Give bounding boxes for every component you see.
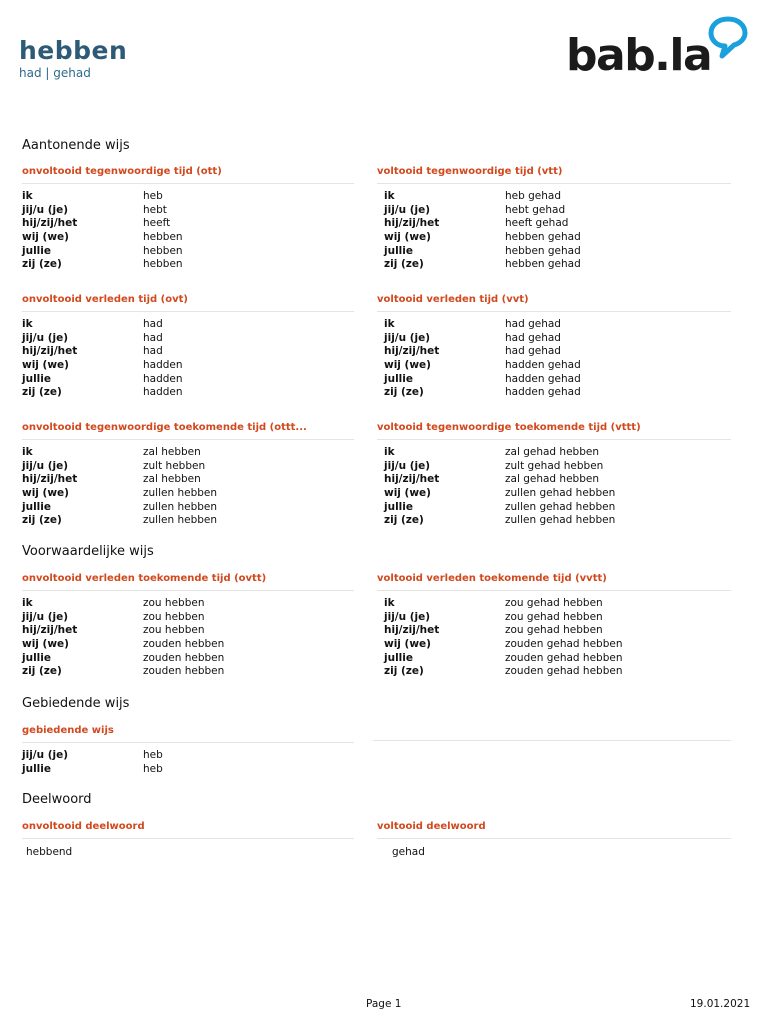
conjugation-row — [377, 217, 731, 231]
conjugation-row — [22, 446, 354, 460]
pronoun: ik — [384, 190, 395, 202]
pronoun: zij (ze) — [22, 665, 62, 678]
conjugation-row — [22, 373, 354, 387]
pronoun: jullie — [384, 500, 413, 513]
page-number: Page 1 — [366, 998, 402, 1010]
tense-title: onvoltooid deelwoord — [22, 820, 354, 839]
verb-form: zult hebben — [143, 459, 206, 472]
pronoun: zij (ze) — [384, 386, 424, 399]
pronoun: hij/zij/het — [384, 473, 440, 486]
tense-block-vvtt — [377, 572, 731, 679]
verb-form: zouden gehad hebben — [505, 651, 623, 664]
conjugation-row — [22, 332, 354, 346]
conjugation-row — [22, 217, 354, 231]
pronoun: hij/zij/het — [384, 624, 440, 637]
verb-form: hadden gehad — [505, 359, 581, 372]
conjugation-rows — [22, 190, 354, 272]
verb-form: zullen gehad hebben — [505, 514, 616, 527]
pronoun: zij (ze) — [22, 258, 62, 271]
conjugation-row — [22, 597, 354, 611]
babla-logo — [566, 16, 752, 82]
verb-form: heb — [143, 749, 163, 761]
pronoun: jullie — [384, 372, 413, 385]
verb-form: had gehad — [505, 318, 561, 330]
verb-form: hadden — [143, 372, 183, 385]
verb-form: zouden gehad hebben — [505, 665, 623, 678]
conjugation-row — [22, 624, 354, 638]
verb-form: had gehad — [505, 345, 561, 358]
conjugation-row — [22, 611, 354, 625]
pronoun: wij (we) — [22, 638, 69, 651]
pronoun: hij/zij/het — [22, 473, 78, 486]
verb-form: zal gehad hebben — [505, 446, 599, 458]
verb-form: zou gehad hebben — [505, 624, 603, 637]
pronoun: jullie — [22, 372, 51, 385]
tense-block-ottt — [22, 421, 354, 528]
tense-title: onvoltooid verleden tijd (ovt) — [22, 293, 354, 312]
pronoun: jij/u (je) — [22, 203, 69, 216]
conjugation-row — [377, 611, 731, 625]
pronoun: ik — [384, 597, 395, 609]
verb-form: zullen gehad hebben — [505, 487, 616, 500]
pronoun: jullie — [384, 651, 413, 664]
pronoun: wij (we) — [384, 359, 431, 372]
pronoun: zij (ze) — [384, 258, 424, 271]
pronoun: wij (we) — [22, 231, 69, 244]
pronoun: hij/zij/het — [22, 217, 78, 230]
pronoun: hij/zij/het — [384, 217, 440, 230]
verb-header — [19, 36, 127, 80]
verb-form: hebt — [143, 203, 167, 216]
tense-title: voltooid deelwoord — [377, 820, 731, 839]
conjugation-rows — [377, 597, 731, 679]
mood-heading-deelwoord: Deelwoord — [22, 792, 92, 807]
pronoun: zij (ze) — [384, 514, 424, 527]
conjugation-row — [22, 749, 354, 763]
pronoun: wij (we) — [384, 487, 431, 500]
conjugation-row — [377, 665, 731, 679]
verb-form: zou hebben — [143, 610, 205, 623]
verb-form: heb — [143, 762, 163, 775]
pronoun: ik — [22, 446, 33, 458]
participle-form: gehad — [392, 846, 425, 858]
pronoun: jij/u (je) — [384, 203, 431, 216]
conjugation-row — [377, 386, 731, 400]
verb-form: zullen hebben — [143, 500, 218, 513]
verb-form: zou hebben — [143, 597, 205, 609]
conjugation-row — [22, 460, 354, 474]
conjugation-row — [377, 332, 731, 346]
conjugation-row — [22, 345, 354, 359]
conjugation-row — [377, 597, 731, 611]
verb-form: hebben — [143, 244, 183, 257]
tense-block-ott — [22, 165, 354, 272]
participle-block-present — [22, 820, 354, 858]
tense-block-vvt — [377, 293, 731, 400]
verb-form: had — [143, 345, 163, 358]
pronoun: zij (ze) — [384, 665, 424, 678]
pronoun: jij/u (je) — [384, 459, 431, 472]
tense-title: voltooid verleden tijd (vvt) — [377, 293, 731, 312]
tense-title: gebiedende wijs — [22, 724, 354, 743]
verb-form: hebben gehad — [505, 258, 581, 271]
pronoun: wij (we) — [384, 638, 431, 651]
conjugation-row — [377, 446, 731, 460]
verb-form: heeft — [143, 217, 171, 230]
tense-block-imperative — [22, 724, 354, 776]
conjugation-row — [377, 204, 731, 218]
verb-form: had — [143, 318, 163, 330]
verb-form: zouden gehad hebben — [505, 638, 623, 651]
tense-title: voltooid verleden toekomende tijd (vvtt) — [377, 572, 731, 591]
verb-form: zullen hebben — [143, 487, 218, 500]
conjugation-row — [22, 386, 354, 400]
pronoun: wij (we) — [22, 359, 69, 372]
tense-block-vttt — [377, 421, 731, 528]
tense-title: voltooid tegenwoordige tijd (vtt) — [377, 165, 731, 184]
pronoun: jullie — [22, 762, 51, 775]
verb-form: zullen gehad hebben — [505, 500, 616, 513]
verb-form: hebt gehad — [505, 203, 566, 216]
divider — [373, 740, 731, 741]
pronoun: ik — [22, 190, 33, 202]
verb-form: zal gehad hebben — [505, 473, 599, 486]
conjugation-row — [377, 359, 731, 373]
conjugation-row — [22, 258, 354, 272]
tense-block-vtt — [377, 165, 731, 272]
verb-form: heeft gehad — [505, 217, 569, 230]
verb-form: had — [143, 331, 163, 344]
pronoun: wij (we) — [384, 231, 431, 244]
conjugation-row — [377, 318, 731, 332]
verb-form: zal hebben — [143, 473, 201, 486]
verb-form: hadden — [143, 359, 183, 372]
verb-form: hadden gehad — [505, 372, 581, 385]
verb-form: zou gehad hebben — [505, 597, 603, 609]
pronoun: ik — [384, 318, 395, 330]
verb-form: hebben gehad — [505, 244, 581, 257]
verb-form: heb gehad — [505, 190, 561, 202]
conjugation-row — [377, 245, 731, 259]
conjugation-row — [22, 763, 354, 777]
conjugation-row — [377, 487, 731, 501]
conjugation-row — [377, 501, 731, 515]
tense-title: onvoltooid verleden toekomende tijd (ovtt) — [22, 572, 354, 591]
verb-form: hadden — [143, 386, 183, 399]
tense-title: voltooid tegenwoordige toekomende tijd (vttt) — [377, 421, 731, 440]
conjugation-row — [377, 190, 731, 204]
verb-form: hadden gehad — [505, 386, 581, 399]
conjugation-row — [22, 473, 354, 487]
pronoun: hij/zij/het — [22, 345, 78, 358]
verb-form: hebben — [143, 231, 183, 244]
print-date: 19.01.2021 — [690, 998, 751, 1010]
conjugation-row — [377, 345, 731, 359]
conjugation-rows — [377, 190, 731, 272]
conjugation-row — [377, 473, 731, 487]
logo-text: bab.la — [566, 30, 712, 81]
conjugation-row — [22, 514, 354, 528]
participle-form: hebbend — [26, 846, 73, 858]
verb-form: zal hebben — [143, 446, 201, 458]
pronoun: zij (ze) — [22, 514, 62, 527]
conjugation-rows — [22, 446, 354, 528]
conjugation-row — [22, 501, 354, 515]
conjugation-row — [22, 318, 354, 332]
mood-heading-voorwaardelijke: Voorwaardelijke wijs — [22, 544, 154, 559]
conjugation-row — [22, 231, 354, 245]
pronoun: jij/u (je) — [22, 749, 69, 761]
pronoun: jij/u (je) — [384, 331, 431, 344]
pronoun: jullie — [22, 500, 51, 513]
conjugation-row — [22, 638, 354, 652]
speech-bubble-icon — [706, 16, 750, 60]
verb-title: hebben — [19, 36, 128, 65]
pronoun: jij/u (je) — [22, 610, 69, 623]
conjugation-rows — [22, 749, 354, 776]
pronoun: wij (we) — [22, 487, 69, 500]
verb-form: zou hebben — [143, 624, 205, 637]
pronoun: jij/u (je) — [22, 459, 69, 472]
conjugation-rows — [377, 446, 731, 528]
pronoun: ik — [384, 446, 395, 458]
pronoun: jullie — [22, 244, 51, 257]
verb-form: zou gehad hebben — [505, 610, 603, 623]
pronoun: jij/u (je) — [22, 331, 69, 344]
conjugation-row — [377, 652, 731, 666]
tense-block-ovtt — [22, 572, 354, 679]
conjugation-row — [22, 245, 354, 259]
pronoun: jij/u (je) — [384, 610, 431, 623]
tense-title: onvoltooid tegenwoordige toekomende tijd (ottt... — [22, 421, 354, 440]
verb-form: zult gehad hebben — [505, 459, 604, 472]
conjugation-row — [22, 652, 354, 666]
verb-form: hebben gehad — [505, 231, 581, 244]
pronoun: ik — [22, 318, 33, 330]
conjugation-row — [22, 190, 354, 204]
conjugation-rows — [22, 597, 354, 679]
pronoun: ik — [22, 597, 33, 609]
verb-form: heb — [143, 190, 163, 202]
conjugation-rows — [377, 318, 731, 400]
tense-block-ovt — [22, 293, 354, 400]
verb-form: zouden hebben — [143, 665, 225, 678]
verb-form: hebben — [143, 258, 183, 271]
conjugation-row — [377, 638, 731, 652]
conjugation-row — [22, 487, 354, 501]
verb-form: zouden hebben — [143, 638, 225, 651]
participle-block-past — [377, 820, 731, 858]
pronoun: hij/zij/het — [22, 624, 78, 637]
pronoun: hij/zij/het — [384, 345, 440, 358]
pronoun: zij (ze) — [22, 386, 62, 399]
verb-form: zouden hebben — [143, 651, 225, 664]
conjugation-row — [377, 373, 731, 387]
conjugation-row — [22, 359, 354, 373]
verb-form: had gehad — [505, 331, 561, 344]
conjugation-row — [377, 231, 731, 245]
conjugation-rows — [22, 318, 354, 400]
pronoun: jullie — [22, 651, 51, 664]
tense-title: onvoltooid tegenwoordige tijd (ott) — [22, 165, 354, 184]
conjugation-row — [377, 460, 731, 474]
mood-heading-aantonende: Aantonende wijs — [22, 138, 130, 153]
conjugation-row — [377, 514, 731, 528]
conjugation-row — [22, 204, 354, 218]
conjugation-row — [22, 665, 354, 679]
pronoun: jullie — [384, 244, 413, 257]
conjugation-row — [377, 624, 731, 638]
verb-form: zullen hebben — [143, 514, 218, 527]
mood-heading-gebiedende: Gebiedende wijs — [22, 696, 130, 711]
conjugation-row — [377, 258, 731, 272]
verb-principal-forms: had | gehad — [19, 66, 91, 80]
